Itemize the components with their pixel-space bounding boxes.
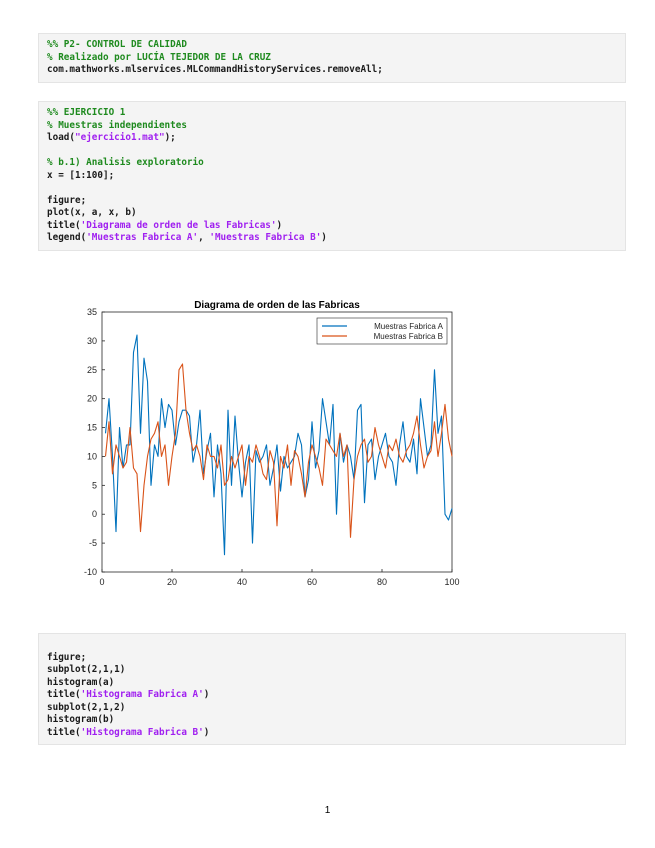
code-line — [47, 639, 617, 652]
code-line — [47, 52, 617, 65]
code-token-code: title( — [47, 726, 81, 738]
code-line — [47, 195, 617, 208]
code-token-code: figure; — [47, 194, 87, 206]
code-line — [47, 157, 617, 170]
y-tick-label: 15 — [86, 422, 97, 433]
code-token-comment: % Muestras independientes — [47, 119, 187, 131]
code-line — [47, 232, 617, 245]
y-tick-label: 35 — [86, 307, 97, 317]
code-token-str: "ejercicio1.mat" — [75, 132, 165, 143]
code-token-code: plot(x, a, x, b) — [47, 207, 137, 218]
code-block-histograms — [38, 633, 626, 745]
code-token-code: histogram(b) — [47, 714, 115, 725]
code-line — [47, 664, 617, 677]
code-line — [47, 714, 617, 727]
x-tick-label: 60 — [306, 577, 318, 587]
x-tick-label: 40 — [236, 577, 248, 587]
code-line — [47, 107, 617, 120]
code-token-str: 'Histograma Fabrica B' — [80, 726, 204, 738]
code-line — [47, 182, 617, 195]
x-tick-label: 80 — [376, 577, 388, 587]
code-line — [47, 132, 617, 145]
chart-title: Diagrama de orden de las Fabricas — [194, 300, 360, 311]
code-token-code: ) — [321, 232, 327, 243]
y-tick-label: 20 — [86, 393, 97, 404]
code-token-code: title( — [47, 219, 81, 231]
y-tick-label: 5 — [91, 480, 97, 491]
code-token-str: 'Muestras Fabrica A' — [86, 232, 199, 243]
legend-label: Muestras Fabrica A — [374, 322, 443, 331]
code-token-code: ) — [203, 726, 210, 738]
code-token-code: ) — [276, 219, 283, 231]
code-token-str: 'Muestras Fabrica B' — [209, 232, 322, 243]
x-tick-label: 0 — [99, 577, 105, 587]
page-number: 1 — [324, 805, 331, 816]
code-token-code: subplot(2,1,1) — [47, 664, 126, 675]
y-tick-label: 30 — [86, 335, 97, 346]
code-block-header — [38, 33, 626, 83]
code-line — [47, 677, 617, 690]
y-tick-label: -10 — [83, 567, 97, 577]
code-token-code: legend( — [47, 232, 87, 243]
y-tick-label: -5 — [88, 538, 97, 549]
code-line — [47, 170, 617, 183]
code-token-code: histogram(a) — [47, 676, 115, 688]
code-token-comment: % b.1) Analisis exploratorio — [47, 157, 204, 168]
code-token-str: 'Diagrama de orden de las Fabricas' — [80, 219, 277, 231]
code-token-code: , — [198, 232, 210, 243]
y-tick-label: 25 — [86, 364, 97, 375]
code-token-str: 'Histograma Fabrica A' — [80, 689, 204, 700]
code-line — [47, 39, 617, 52]
code-token-code: load( — [47, 132, 75, 143]
code-line — [47, 145, 617, 158]
code-line — [47, 727, 617, 740]
code-line — [47, 689, 617, 702]
legend-label: Muestras Fabrica B — [373, 332, 443, 341]
code-token-code: ) — [203, 689, 210, 700]
code-token-code: com.mathworks.mlservices.MLCommandHistoryServices.removeAll; — [47, 64, 383, 75]
code-token-section: %% EJERCICIO 1 — [47, 107, 126, 118]
code-token-code: title( — [47, 689, 81, 700]
code-block-ejercicio1 — [38, 101, 626, 251]
y-tick-label: 0 — [91, 509, 97, 520]
code-line — [47, 220, 617, 233]
code-token-comment: % Realizado por LUCÍA TEJEDOR DE LA CRUZ — [47, 51, 271, 63]
code-token-code: x = [1:100]; — [47, 169, 115, 181]
code-line — [47, 702, 617, 715]
order-diagram-figure — [70, 296, 470, 606]
code-line — [47, 652, 617, 665]
x-tick-label: 100 — [444, 577, 460, 587]
code-line — [47, 120, 617, 133]
code-line — [47, 207, 617, 220]
y-tick-label: 10 — [86, 451, 97, 462]
code-token-code: figure; — [47, 651, 87, 663]
code-token-code: subplot(2,1,2) — [47, 701, 126, 713]
code-line — [47, 64, 617, 77]
code-token-section: %% P2- CONTROL DE CALIDAD — [47, 39, 187, 50]
x-tick-label: 20 — [166, 577, 178, 587]
code-token-code: ); — [164, 132, 176, 143]
